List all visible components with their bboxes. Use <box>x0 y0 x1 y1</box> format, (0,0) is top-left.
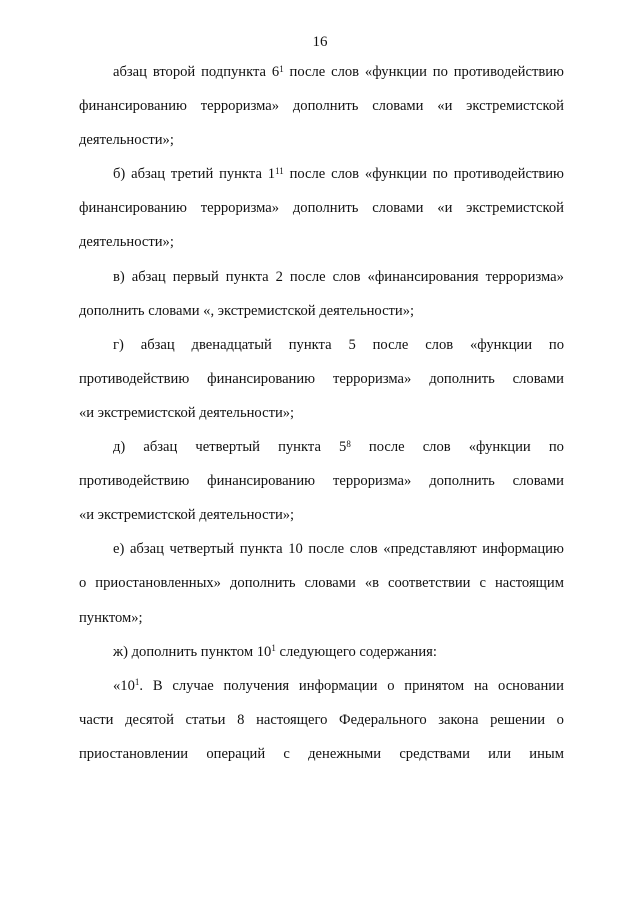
word: слов <box>425 336 454 353</box>
word: решении <box>490 711 546 728</box>
word: противодействию <box>453 166 564 183</box>
word: терроризма» <box>485 268 564 285</box>
word: «и <box>437 200 453 217</box>
word: после <box>368 439 405 456</box>
word: $6^1$ <box>271 63 284 80</box>
word: абзац <box>131 268 166 285</box>
word: случае <box>172 677 214 694</box>
word: закона <box>438 711 479 728</box>
word: десятой <box>125 711 174 728</box>
word: противодействию <box>453 64 564 80</box>
word: после <box>289 166 326 183</box>
word: первый <box>172 268 219 285</box>
word: дополнить <box>292 98 359 115</box>
word: четвертый <box>169 541 235 558</box>
text-line <box>79 575 564 609</box>
word: по <box>432 166 448 183</box>
word: д) <box>113 439 126 456</box>
word: информации <box>298 677 378 694</box>
word: настоящим <box>494 575 564 592</box>
superscript: 1 <box>271 643 276 654</box>
word: статьи <box>185 711 226 728</box>
word: «функции <box>468 439 531 456</box>
word: третий <box>170 166 214 183</box>
word: е) <box>113 541 125 558</box>
word: словами <box>512 370 564 387</box>
text-line <box>79 541 564 575</box>
word: экстремистской <box>466 98 564 115</box>
word: б) <box>113 166 126 183</box>
word: дополнить <box>429 370 495 387</box>
paragraph <box>79 541 564 643</box>
word: средствами <box>399 745 470 762</box>
word: словами <box>372 98 424 115</box>
word: пункта <box>288 336 332 353</box>
paragraph <box>79 337 564 439</box>
word: финансированию <box>207 370 316 387</box>
text-line <box>79 712 564 746</box>
word: слов <box>331 64 360 80</box>
word: по <box>548 439 564 456</box>
word: ж) дополнить пунктом $10^1$ <box>113 643 276 660</box>
text-line <box>79 98 564 132</box>
text-line <box>79 166 564 200</box>
word: «в <box>364 575 380 592</box>
word: следующего содержания: <box>275 643 437 660</box>
word: финансированию <box>79 200 187 217</box>
page-number: 16 <box>312 34 328 50</box>
word: деятельности»; <box>79 234 174 251</box>
word: «$10^1$. <box>113 677 144 694</box>
word: «функции <box>364 64 427 80</box>
text-line <box>79 439 564 473</box>
paragraph <box>79 644 564 678</box>
word: слов <box>349 541 378 558</box>
body-text <box>79 64 564 780</box>
word: абзац <box>131 166 166 183</box>
paragraph <box>79 678 564 780</box>
text-line <box>79 473 564 507</box>
paragraph <box>79 439 564 541</box>
word: деятельности»; <box>79 132 174 149</box>
word: по <box>548 336 564 353</box>
word: 10 <box>288 541 303 558</box>
paragraph <box>79 64 564 166</box>
word: основании <box>498 677 564 694</box>
word: после <box>289 268 326 285</box>
superscript: 8 <box>346 438 351 449</box>
text-line <box>79 269 564 303</box>
word: г) <box>113 336 124 353</box>
word: терроризма» <box>332 473 412 490</box>
word: части <box>79 711 114 728</box>
word: терроризма» <box>200 200 280 217</box>
paragraph <box>79 269 564 337</box>
word: «функции <box>364 166 427 183</box>
word: слов <box>422 439 451 456</box>
text-line <box>79 610 564 644</box>
word: или <box>488 745 512 762</box>
word: «и экстремистской деятельности»; <box>79 404 295 421</box>
word: с <box>479 575 486 592</box>
word: $1^{11}$ <box>267 165 284 183</box>
word: терроризма» <box>200 98 280 115</box>
word: после <box>308 541 345 558</box>
word: соответствии <box>388 575 471 592</box>
word: операций <box>206 745 266 762</box>
text-line <box>79 746 564 780</box>
word: дополнить <box>292 200 359 217</box>
text-line <box>79 303 564 337</box>
word: с <box>283 745 290 762</box>
word: слов <box>331 166 360 183</box>
word: получения <box>223 677 290 694</box>
text-line <box>79 678 564 712</box>
word: «функции <box>470 336 533 353</box>
superscript: 11 <box>275 165 284 176</box>
word: терроризма» <box>332 370 412 387</box>
word: приостановленных» <box>95 575 221 592</box>
word: о <box>556 711 564 728</box>
word: «и <box>437 98 453 115</box>
text-line <box>79 507 564 541</box>
word: дополнить <box>229 575 296 592</box>
word: финансированию <box>207 473 316 490</box>
word: абзац <box>129 541 164 558</box>
word: 5 <box>348 336 356 353</box>
word: дополнить словами «, экстремистской деятельности»; <box>79 302 415 319</box>
word: двенадцатый <box>191 336 272 353</box>
word: пункта <box>219 166 262 183</box>
word: 8 <box>237 711 245 728</box>
word: пунктом»; <box>79 609 143 626</box>
word: денежными <box>308 745 382 762</box>
word: «финансирования <box>367 268 479 285</box>
word: приостановлении <box>79 745 189 762</box>
word: после <box>289 64 326 80</box>
text-line <box>79 64 564 98</box>
word: по <box>432 64 448 80</box>
word: 2 <box>275 268 283 285</box>
word: «представляют <box>383 541 477 558</box>
word: финансированию <box>79 98 187 115</box>
word: в) <box>113 268 125 285</box>
text-line <box>79 132 564 166</box>
word: «и экстремистской деятельности»; <box>79 507 295 524</box>
word: подпункта <box>201 64 267 80</box>
word: информацию <box>482 541 564 558</box>
word: настоящего <box>256 711 328 728</box>
superscript: 1 <box>279 63 284 74</box>
word: противодействию <box>79 370 190 387</box>
text-line <box>79 200 564 234</box>
word: абзац <box>140 336 175 353</box>
text-line <box>79 371 564 405</box>
word: пункта <box>225 268 269 285</box>
word: четвертый <box>195 439 260 456</box>
word: принятом <box>404 677 465 694</box>
word: экстремистской <box>466 200 564 217</box>
word: словами <box>512 473 564 490</box>
word: словами <box>304 575 356 592</box>
word: противодействию <box>79 473 190 490</box>
word: о <box>79 575 87 592</box>
word: о <box>387 677 395 694</box>
text-line <box>79 337 564 371</box>
word: $5^8$ <box>339 438 351 456</box>
word: дополнить <box>429 473 495 490</box>
word: абзац <box>143 439 178 456</box>
text-line <box>79 405 564 439</box>
word: после <box>372 336 409 353</box>
superscript: 1 <box>134 677 140 688</box>
word: второй <box>152 64 196 80</box>
word: на <box>473 677 489 694</box>
word: слов <box>332 268 361 285</box>
text-line <box>79 644 564 678</box>
word: пункта <box>278 439 321 456</box>
word: Федерального <box>339 711 427 728</box>
word: В <box>152 677 163 694</box>
word: пункта <box>239 541 283 558</box>
paragraph <box>79 166 564 268</box>
word: иным <box>529 745 564 762</box>
word: словами <box>372 200 424 217</box>
word: абзац <box>113 64 147 80</box>
text-line <box>79 234 564 268</box>
